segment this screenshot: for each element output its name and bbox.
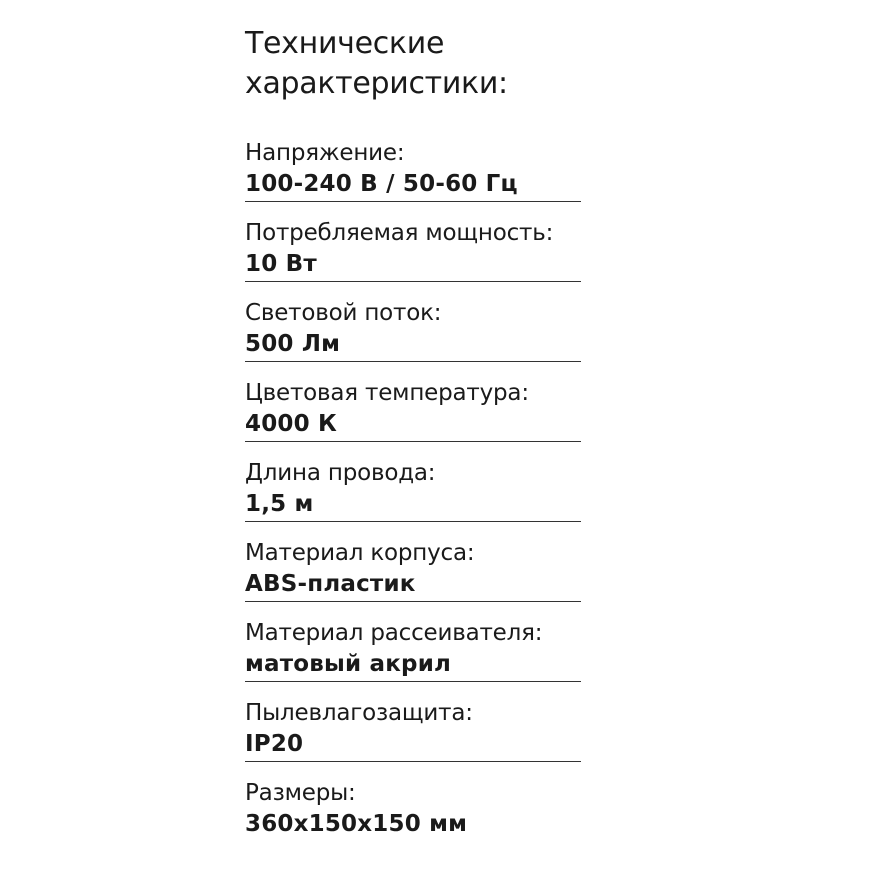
- spec-luminous-flux: [245, 298, 585, 378]
- divider: [245, 281, 581, 282]
- spec-label: Материал корпуса:: [245, 540, 475, 566]
- spec-list: [245, 138, 585, 858]
- spec-value: 4000 К: [245, 411, 338, 437]
- spec-dimensions: [245, 778, 585, 858]
- spec-voltage: [245, 138, 585, 218]
- divider: [245, 761, 581, 762]
- spec-label: Цветовая температура:: [245, 380, 529, 406]
- spec-ingress-protection: [245, 698, 585, 778]
- divider: [245, 521, 581, 522]
- title-line-1: Технические: [245, 26, 445, 61]
- spec-label: Напряжение:: [245, 140, 405, 166]
- spec-value: матовый акрил: [245, 651, 452, 677]
- divider: [245, 601, 581, 602]
- spec-body-material: [245, 538, 585, 618]
- divider: [245, 441, 581, 442]
- spec-value: 10 Вт: [245, 251, 317, 277]
- spec-value: 100-240 В / 50-60 Гц: [245, 171, 518, 197]
- spec-sheet: [245, 24, 585, 858]
- divider: [245, 361, 581, 362]
- spec-value: IP20: [245, 731, 304, 757]
- spec-power: [245, 218, 585, 298]
- spec-label: Пылевлагозащита:: [245, 700, 473, 726]
- divider: [245, 201, 581, 202]
- spec-label: Материал рассеивателя:: [245, 620, 543, 646]
- spec-cable-length: [245, 458, 585, 538]
- spec-value: 500 Лм: [245, 331, 341, 357]
- spec-value: 1,5 м: [245, 491, 314, 517]
- spec-value: 360х150х150 мм: [245, 811, 468, 837]
- page-title: [245, 24, 585, 104]
- spec-diffuser-material: [245, 618, 585, 698]
- divider: [245, 681, 581, 682]
- spec-label: Потребляемая мощность:: [245, 220, 554, 246]
- spec-color-temperature: [245, 378, 585, 458]
- spec-value: ABS-пластик: [245, 571, 416, 597]
- spec-label: Размеры:: [245, 780, 356, 806]
- spec-label: Длина провода:: [245, 460, 436, 486]
- title-line-2: характеристики:: [245, 66, 508, 101]
- spec-label: Световой поток:: [245, 300, 442, 326]
